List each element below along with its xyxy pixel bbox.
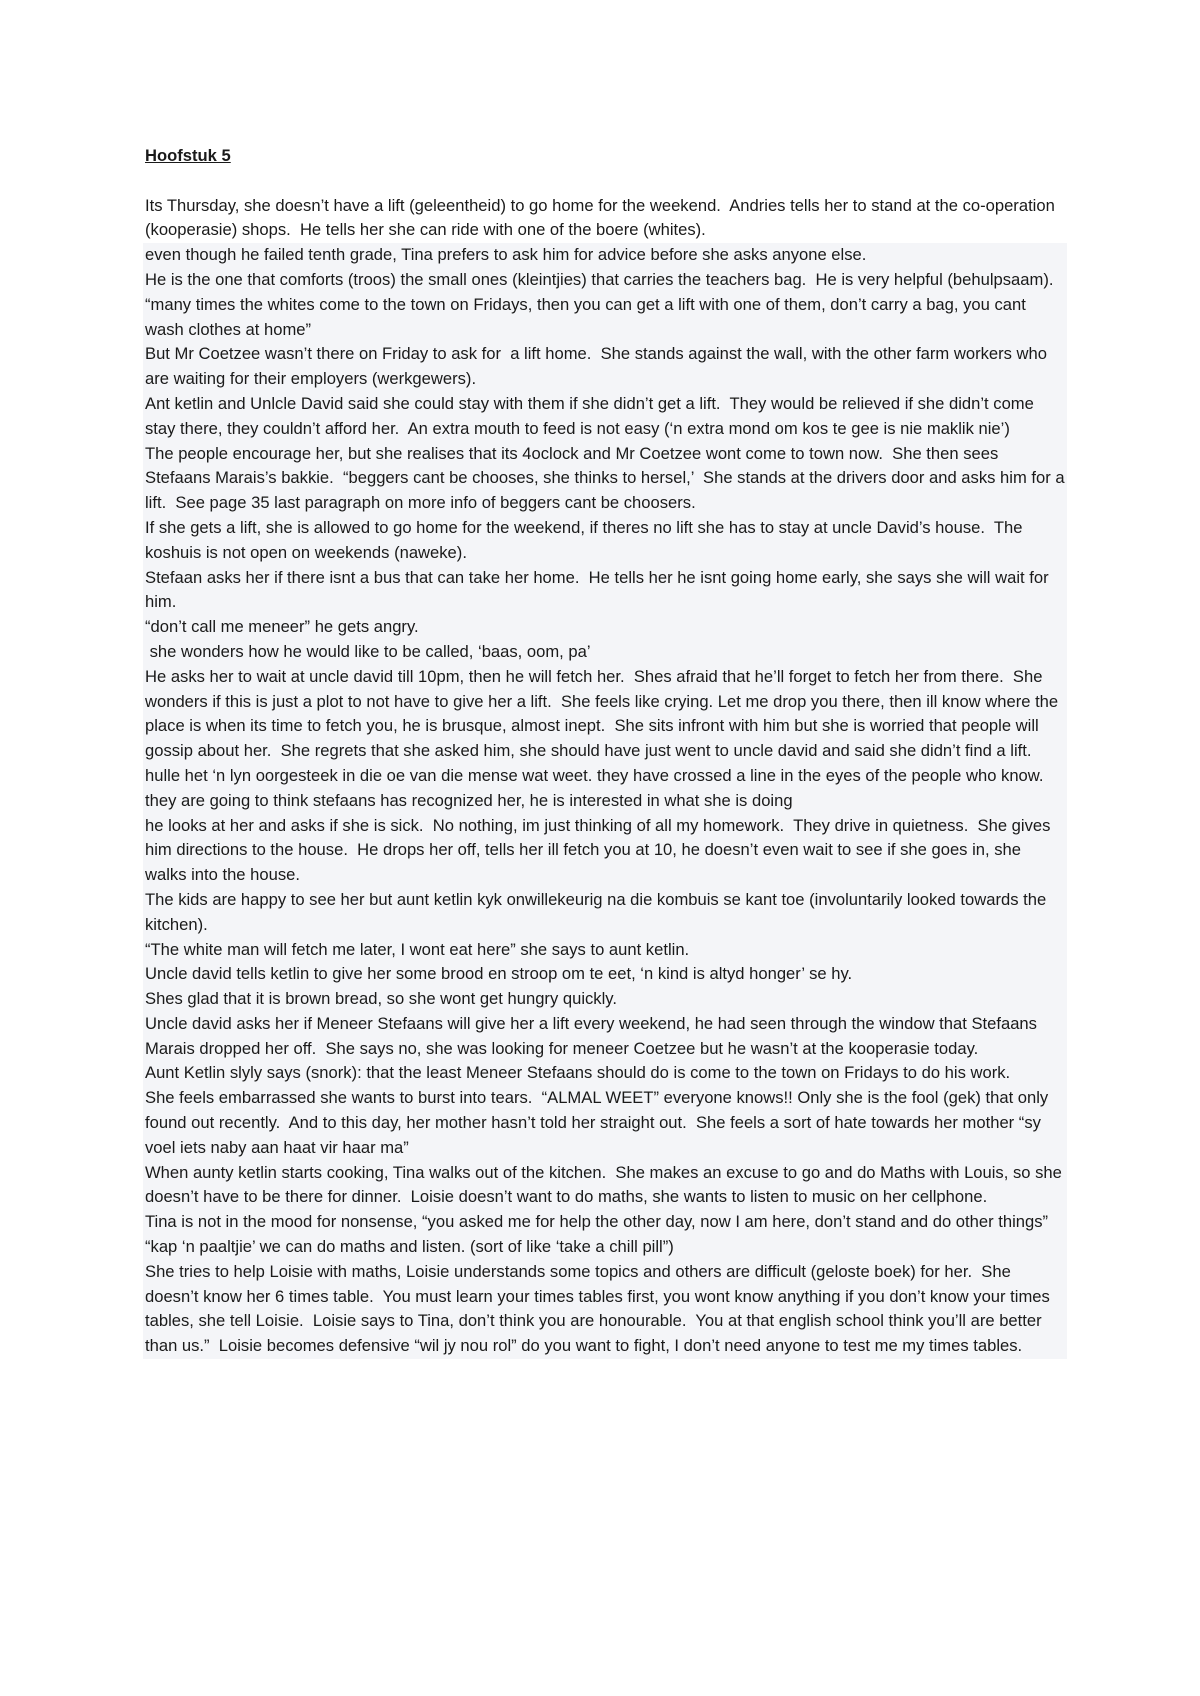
paragraph: When aunty ketlin starts cooking, Tina walks out of the kitchen. She makes an excuse to go and do Maths with Louis, so she doesn’t have to be there for dinner. Loisie doesn’t want to do maths, she wants to listen to music on her cellphone. [145,1162,1067,1207]
paragraph: he looks at her and asks if she is sick. No nothing, im just thinking of all my homework. They drive in quietness. She gives him directions to the house. He drops her off, tells her ill fetch you at 10, he doesn’t even wait to see if she goes in, she walks into the house. [145,815,1056,885]
document-body [145,144,1070,1359]
paragraph: Ant ketlin and Unlcle David said she could stay with them if she didn’t get a lift. They would be relieved if she didn’t come stay there, they couldn’t afford her. An extra mouth to feed is not easy (‘n extra mond om kos te gee is nie maklik nie’) [145,393,1039,438]
paragraph: He is the one that comforts (troos) the small ones (kleintjies) that carries the teachers bag. He is very helpful (behulpsaam). [145,269,1054,289]
paragraph: He asks her to wait at uncle david till 10pm, then he will fetch her. Shes afraid that he’ll forget to fetch her from there. She wonders if this is just a plot to not have to give her a lift. She feels like crying. Let me drop you there, then ill know where the place is when its time to fetch you, he is brusque, almost inept. She sits infront with him but she is worried that people will gossip about her. She regrets that she asked him, she should have just went to uncle david and said she didn’t find a lift. [145,666,1063,761]
paragraph: “kap ‘n paaltjie’ we can do maths and listen. (sort of like ‘take a chill pill”) [145,1237,674,1257]
paragraph: Uncle david asks her if Meneer Stefaans will give her a lift every weekend, he had seen through the window that Stefaans Marais dropped her off. She says no, she was looking for meneer Coetzee but he wasn’t at the kooperasie today. [145,1013,1042,1058]
paragraph: Tina is not in the mood for nonsense, “you asked me for help the other day, now I am here, don’t stand and do other things” [145,1212,1049,1232]
paragraph: Aunt Ketlin slyly says (snork): that the least Meneer Stefaans should do is come to the town on Fridays to do his work. [145,1063,1011,1083]
chapter-title: Hoofstuk 5 [145,146,231,165]
paragraph: Stefaan asks her if there isnt a bus that can take her home. He tells her he isnt going home early, she says she will wait for him. [145,567,1054,612]
paragraph: But Mr Coetzee wasn’t there on Friday to ask for a lift home. She stands against the wall, with the other farm workers who are waiting for their employers (werkgewers). [145,344,1052,389]
paragraph: “don’t call me meneer” he gets angry. [145,617,419,637]
paragraph: hulle het ‘n lyn oorgesteek in die oe van die mense wat weet. they have crossed a line in the eyes of the people who know. they are going to think stefaans has recognized her, he is interested in what she is doing [145,765,1049,810]
paragraph: Uncle david tells ketlin to give her some brood en stroop om te eet, ‘n kind is altyd honger’ se hy. [145,964,853,984]
paragraph: If she gets a lift, she is allowed to go home for the weekend, if theres no lift she has to stay at uncle David’s house. The koshuis is not open on weekends (naweke). [145,517,1028,562]
paragraph: The people encourage her, but she realises that its 4oclock and Mr Coetzee wont come to town now. She then sees Stefaans Marais’s bakkie. “beggers cant be chooses, she thinks to hersel,’ She stands at the drivers door and asks him for a lift. See page 35 last paragraph on more info of beggers cant be choosers. [145,443,1070,513]
paragraph: She tries to help Loisie with maths, Loisie understands some topics and others are difficult (geloste boek) for her. She doesn’t know her 6 times table. You must learn your times tables first, you wont know anything if you don’t know your times tables, she tell Loisie. Loisie says to Tina, don’t think you are honourable. You at that english school think you’ll are better than us.” Loisie becomes defensive “wil jy nou rol” do you want to fight, I don’t need anyone to test me my times tables. [145,1261,1055,1356]
paragraph: “many times the whites come to the town on Fridays, then you can get a lift with one of them, don’t carry a bag, you cant wash clothes at home” [145,294,1031,339]
shaded-text-block [143,243,1070,1359]
paragraph: “The white man will fetch me later, I wont eat here” she says to aunt ketlin. [145,939,690,959]
paragraph: She feels embarrassed she wants to burst into tears. “ALMAL WEET” everyone knows!! Only she is the fool (gek) that only found out recently. And to this day, her mother hasn’t told her straight out. She feels a sort of hate towards her mother “sy voel iets naby aan haat vir haar ma” [145,1088,1053,1157]
paragraph: Shes glad that it is brown bread, so she wont get hungry quickly. [145,989,617,1009]
paragraph: she wonders how he would like to be called, ‘baas, oom, pa’ [145,641,591,661]
paragraph: Its Thursday, she doesn’t have a lift (geleentheid) to go home for the weekend. Andries tells her to stand at the co-operation (kooperasie) shops. He tells her she can ride with one of the boere (whites). [145,195,1060,240]
paragraph: The kids are happy to see her but aunt ketlin kyk onwillekeurig na die kombuis se kant toe (involuntarily looked towards the kitchen). [145,889,1051,934]
paragraph: even though he failed tenth grade, Tina prefers to ask him for advice before she asks anyone else. [145,245,867,265]
